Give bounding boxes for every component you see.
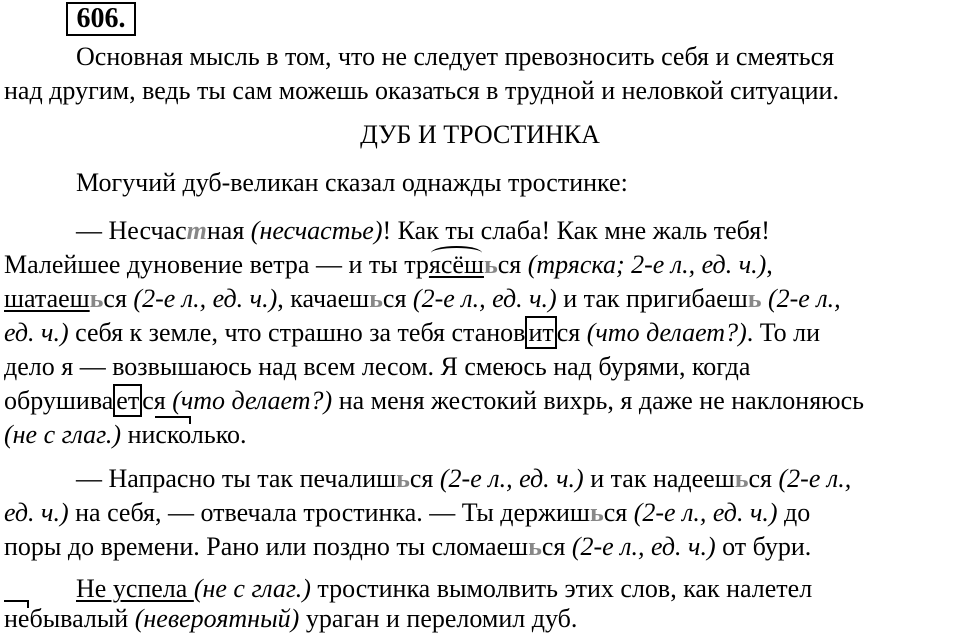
highlight-letter: ь — [369, 284, 383, 313]
note-italic: (2-е л., — [778, 464, 852, 493]
text-line-12 — [76, 572, 812, 606]
text-segment: ни — [121, 420, 156, 449]
text-segment: бывалый — [29, 604, 135, 633]
note-italic: (2-е л., ед. ч.) — [633, 498, 778, 527]
text-line-8 — [4, 418, 247, 452]
prefix-mark: ско — [155, 420, 191, 449]
text-segment: обрушива — [4, 386, 114, 415]
note-italic: (тряска; 2-е л., ед. ч.) — [527, 250, 767, 279]
text-line-3 — [4, 248, 773, 282]
text-segment: до — [777, 498, 811, 527]
text-line-10 — [4, 496, 810, 530]
highlight-letter: ь — [89, 284, 104, 313]
text-segment: и так надееш — [583, 464, 735, 493]
text-segment: и так пригибаеш — [556, 284, 748, 313]
intro-line-2: над другим, ведь ты сам можешь оказаться в трудной и неловкой ситуации. — [4, 76, 839, 105]
note-italic: (несчастье) — [250, 216, 383, 245]
text-segment: ся — [541, 532, 572, 561]
text-segment: , — [766, 250, 773, 279]
root-mark: ясёш — [428, 250, 484, 279]
text-segment: себя к земле, что страшно за тебя станов — [68, 318, 526, 347]
text-line-9 — [76, 462, 851, 496]
text-segment: ная — [206, 216, 251, 245]
note-italic: (2-е л., — [761, 284, 841, 313]
note-italic: (2-е л., ед. ч.) — [133, 284, 278, 313]
note-italic: (что делает?) — [586, 318, 747, 347]
text-line-11 — [4, 530, 811, 564]
highlight-letter: ь — [747, 284, 762, 313]
text-segment: ся — [748, 464, 779, 493]
text-segment: . То ли — [746, 318, 821, 347]
text-line-13 — [4, 602, 577, 636]
highlight-letter: ь — [589, 498, 604, 527]
text-segment: ся — [103, 284, 134, 313]
text-line-5 — [4, 316, 820, 350]
paragraph-1: Могучий дуб-великан сказал однажды тростинке: — [76, 168, 628, 197]
text-segment: ся — [556, 318, 587, 347]
highlight-letter: ь — [734, 464, 749, 493]
story-title: ДУБ И ТРОСТИНКА — [360, 120, 600, 149]
highlight-letter: ь — [483, 250, 498, 279]
text-segment: ся — [603, 498, 634, 527]
text-segment: поры до времени. Рано или поздно ты сломаеш — [4, 532, 529, 561]
note-italic: (не с глаг.) — [193, 574, 311, 603]
text-segment: ся — [382, 284, 413, 313]
text-segment: на себя, — отвечала тростинка. — Ты держиш — [68, 498, 590, 527]
text-line-2 — [76, 214, 770, 248]
note-italic: (2-е л., ед. ч.) — [439, 464, 584, 493]
highlight-letter: т — [186, 216, 207, 245]
text-segment: ся — [497, 250, 528, 279]
note-italic: ед. ч.) — [4, 318, 69, 347]
text-segment: ураган и переломил дуб. — [299, 604, 578, 633]
exercise-number: 606. — [66, 2, 136, 36]
text-segment: на меня жестокий вихрь, я даже не наклоняюсь — [332, 386, 864, 415]
note-italic: (2-е л., ед. ч.) — [571, 532, 716, 561]
text-segment: — Напрасно ты так печалиш — [76, 464, 397, 493]
text-segment: Малейшее дуновение ветра — и ты тр — [4, 250, 429, 279]
note-italic: (не с глаг.) — [4, 420, 122, 449]
text-segment: лько. — [190, 420, 247, 449]
intro-line-1: Основная мысль в том, что не следует превозносить себя и смеяться — [76, 42, 835, 71]
text-segment: , качаеш — [277, 284, 370, 313]
prefix-mark: не — [4, 604, 30, 633]
text-segment: ! Как ты слаба! Как мне жаль тебя! — [382, 216, 770, 245]
text-segment: тростинка вымолвить этих слов, как налетел — [310, 574, 813, 603]
highlight-letter: ь — [396, 464, 410, 493]
note-italic: (2-е л., ед. ч.) — [412, 284, 557, 313]
text-segment: шатаеш — [4, 284, 90, 313]
ending-box: ит — [525, 316, 556, 349]
text-line-6: дело я — возвышаюсь над всем лесом. Я смеюсь над бурями, когда — [4, 352, 751, 381]
text-segment: — Несчас — [76, 216, 187, 245]
note-italic: (невероятный) — [134, 604, 300, 633]
text-segment: Не успела — [76, 574, 194, 603]
ending-box: ет — [113, 384, 142, 417]
text-segment: от бури. — [715, 532, 812, 561]
text-line-4 — [4, 282, 841, 316]
text-segment: ся — [142, 386, 173, 415]
text-line-7 — [4, 384, 864, 418]
text-segment: ся — [409, 464, 440, 493]
highlight-letter: ь — [528, 532, 542, 561]
note-italic: (что делает?) — [172, 386, 333, 415]
note-italic: ед. ч.) — [4, 498, 69, 527]
